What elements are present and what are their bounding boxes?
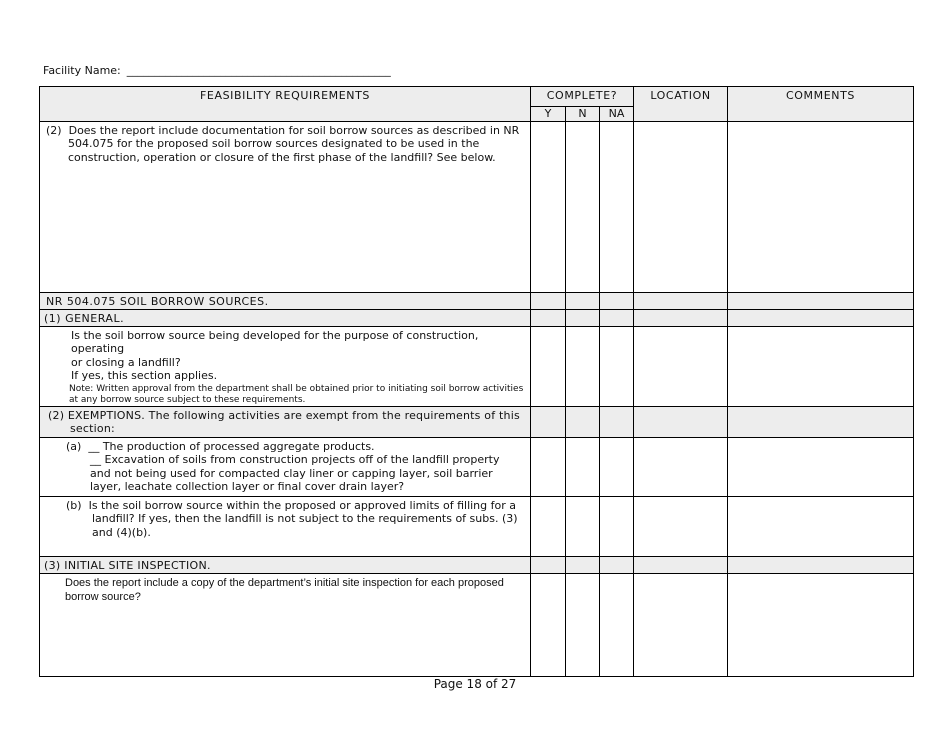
- complete-n-cell[interactable]: [566, 496, 600, 556]
- table-row: [40, 121, 914, 292]
- complete-y-cell: [531, 292, 566, 309]
- comments-cell[interactable]: [728, 573, 914, 676]
- question-2-cell: [40, 121, 531, 292]
- comments-cell: [728, 406, 914, 437]
- complete-na-cell[interactable]: [600, 437, 634, 496]
- comments-cell[interactable]: [728, 437, 914, 496]
- location-cell: [634, 406, 728, 437]
- general-question-line-2: or closing a landfill?: [71, 355, 181, 369]
- complete-y-cell: [531, 556, 566, 573]
- table-row: [40, 573, 914, 676]
- general-question-cell: [40, 326, 531, 406]
- complete-n-cell[interactable]: [566, 437, 600, 496]
- header-na: NA: [600, 107, 634, 122]
- exemption-b-cell: [40, 496, 531, 556]
- feasibility-requirements-table: [39, 86, 914, 677]
- location-cell: [634, 556, 728, 573]
- inspection-heading: (3) INITIAL SITE INSPECTION.: [40, 556, 531, 573]
- complete-na-cell: [600, 292, 634, 309]
- general-question-line-1: Is the soil borrow source being developed for the purpose of construction, operating: [71, 328, 479, 355]
- complete-na-cell: [600, 309, 634, 326]
- location-cell[interactable]: [634, 496, 728, 556]
- table-row: [40, 556, 914, 573]
- general-question-line-3: If yes, this section applies.: [71, 369, 218, 382]
- comments-cell: [728, 292, 914, 309]
- complete-n-cell: [566, 309, 600, 326]
- complete-n-cell: [566, 556, 600, 573]
- section-title-soil-borrow-sources: NR 504.075 SOIL BORROW SOURCES.: [40, 292, 531, 309]
- comments-cell[interactable]: [728, 496, 914, 556]
- exemption-b-text: Is the soil borrow source within the proposed or approved limits of filling for a landfill? If yes, then the landfill is not subject to the requirements of subs. (3) and (4)(b).: [88, 498, 518, 539]
- location-cell[interactable]: [634, 573, 728, 676]
- page-number: Page 18 of 27: [433, 677, 517, 691]
- complete-y-cell[interactable]: [531, 326, 566, 406]
- exemption-b-label: (b): [66, 498, 82, 512]
- complete-na-cell: [600, 556, 634, 573]
- table-row: [40, 406, 914, 437]
- facility-name-field: [43, 64, 391, 77]
- header-n: N: [566, 107, 600, 122]
- comments-cell[interactable]: [728, 326, 914, 406]
- complete-n-cell[interactable]: [566, 121, 600, 292]
- complete-y-cell: [531, 406, 566, 437]
- exemption-a-label: (a): [66, 439, 82, 453]
- header-complete: COMPLETE?: [531, 87, 634, 107]
- complete-y-cell[interactable]: [531, 437, 566, 496]
- comments-cell[interactable]: [728, 121, 914, 292]
- question-2-number: (2): [46, 123, 62, 137]
- header-location: LOCATION: [634, 87, 728, 122]
- complete-na-cell[interactable]: [600, 121, 634, 292]
- facility-name-blank[interactable]: ________________________________________________: [126, 64, 391, 77]
- table-row: [40, 326, 914, 406]
- complete-na-cell[interactable]: [600, 573, 634, 676]
- location-cell: [634, 309, 728, 326]
- complete-y-cell[interactable]: [531, 573, 566, 676]
- table-row: [40, 309, 914, 326]
- complete-n-cell[interactable]: [566, 326, 600, 406]
- location-cell[interactable]: [634, 121, 728, 292]
- complete-y-cell: [531, 309, 566, 326]
- exemptions-heading-cell: [40, 406, 531, 437]
- complete-n-cell: [566, 292, 600, 309]
- location-cell[interactable]: [634, 437, 728, 496]
- header-feasibility-requirements: FEASIBILITY REQUIREMENTS: [40, 87, 531, 122]
- complete-na-cell[interactable]: [600, 326, 634, 406]
- exemption-a-line-1: __ The production of processed aggregate products.: [88, 439, 375, 453]
- comments-cell: [728, 556, 914, 573]
- inspection-question: Does the report include a copy of the department’s initial site inspection for each proposed borrow source?: [65, 576, 504, 603]
- header-comments: COMMENTS: [728, 87, 914, 122]
- complete-y-cell[interactable]: [531, 496, 566, 556]
- exemptions-heading: (2) EXEMPTIONS. The following activities are exempt from the requirements of this section:: [48, 408, 520, 435]
- question-2-text: Does the report include documentation for soil borrow sources as described in NR 504.075 for the proposed soil borrow sources designated to be used in the construction, operation or closure of the first phase of the landfill? See below.: [68, 123, 520, 164]
- comments-cell: [728, 309, 914, 326]
- complete-n-cell[interactable]: [566, 573, 600, 676]
- table-row: [40, 496, 914, 556]
- table-row: [40, 292, 914, 309]
- table-row: [40, 437, 914, 496]
- complete-na-cell[interactable]: [600, 496, 634, 556]
- location-cell: [634, 292, 728, 309]
- complete-n-cell: [566, 406, 600, 437]
- complete-y-cell[interactable]: [531, 121, 566, 292]
- exemption-a-cell: [40, 437, 531, 496]
- complete-na-cell: [600, 406, 634, 437]
- facility-name-label: Facility Name:: [43, 64, 121, 77]
- header-y: Y: [531, 107, 566, 122]
- location-cell[interactable]: [634, 326, 728, 406]
- inspection-question-cell: [40, 573, 531, 676]
- exemption-a-line-2: __ Excavation of soils from construction projects off of the landfill property and not being used for compacted clay liner or capping layer, soil barrier layer, leachate collection layer or final cover drain layer?: [90, 453, 500, 493]
- general-note: Note: Written approval from the department shall be obtained prior to initiating soil borrow activities at any borrow source subject to these requirements.: [69, 383, 524, 405]
- general-heading: (1) GENERAL.: [40, 309, 531, 326]
